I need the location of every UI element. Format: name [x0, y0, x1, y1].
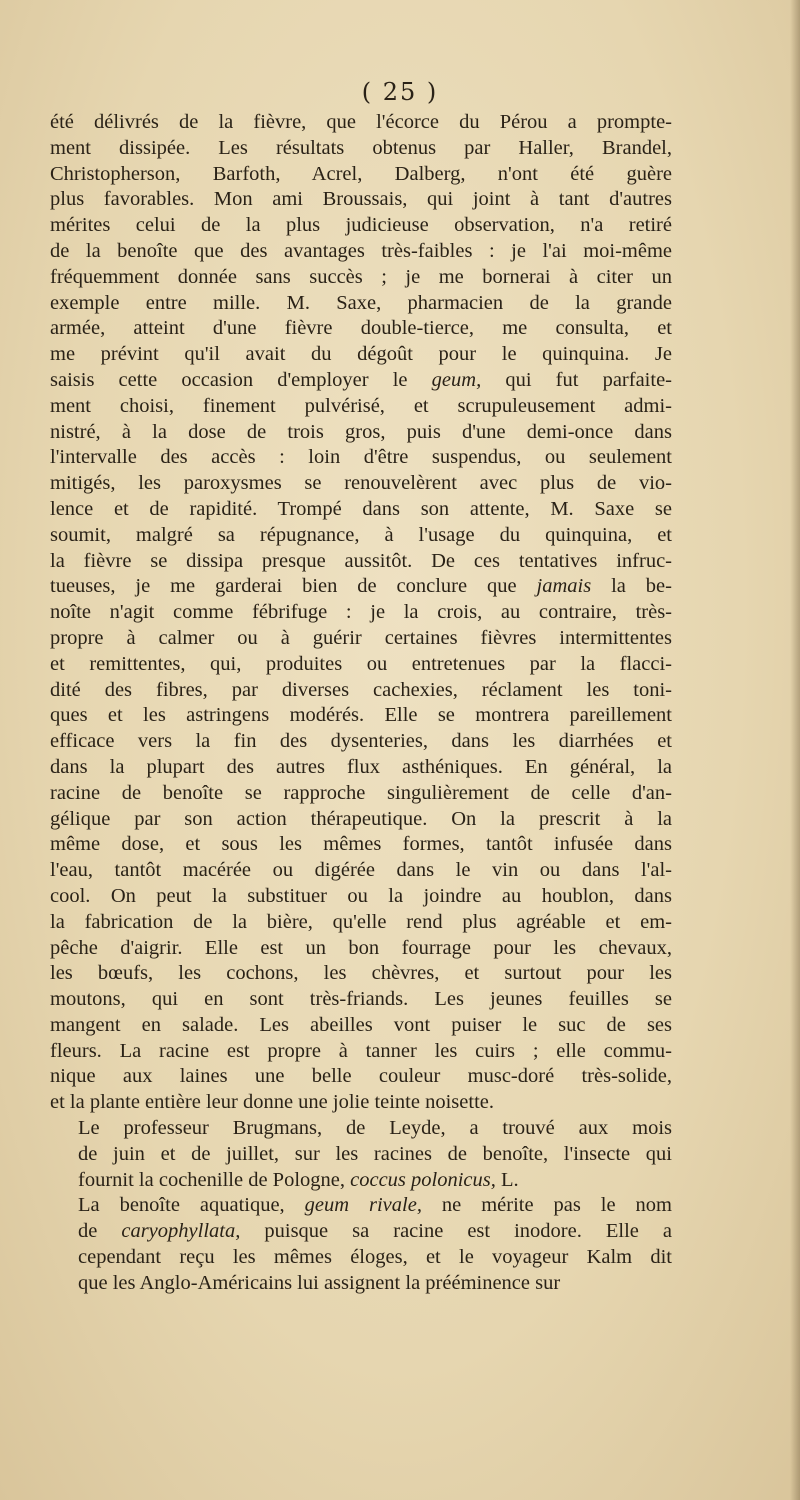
text-line: que les Anglo-Américains lui assignent la prééminence sur	[78, 1271, 561, 1294]
text-line: La benoîte aquatique, geum rivale, ne mérite pas le nom	[78, 1194, 672, 1217]
text-line: efficace vers la fin des dysenteries, dans les diarrhées et	[50, 730, 672, 753]
text-line: moutons, qui en sont très-friands. Les jeunes feuilles se	[50, 988, 672, 1011]
text-line: mitigés, les paroxysmes se renouvelèrent avec plus de vio-	[50, 472, 672, 495]
text-line: propre à calmer ou à guérir certaines fièvres intermittentes	[50, 626, 672, 649]
text-line: et remittentes, qui, produites ou entretenues par la flacci-	[50, 652, 672, 675]
text-line: et la plante entière leur donne une jolie teinte noisette.	[50, 1091, 494, 1114]
text-line: racine de benoîte se rapproche singulièrement de celle d'an-	[50, 781, 672, 804]
text-line: me prévint qu'il avait du dégoût pour le quinquina. Je	[50, 343, 672, 366]
page-number: ( 25 )	[361, 78, 439, 106]
text-line: de la benoîte que des avantages très-faibles : je l'ai moi-même	[50, 239, 672, 262]
text-line: fleurs. La racine est propre à tanner les cuirs ; elle commu-	[50, 1039, 672, 1062]
text-line: l'eau, tantôt macérée ou digérée dans le vin ou dans l'al-	[50, 859, 672, 882]
text-line: ques et les astringens modérés. Elle se montrera pareillement	[50, 704, 672, 727]
text-line: fournit la cochenille de Pologne, coccus polonicus, L.	[78, 1168, 519, 1191]
text-line: de juin et de juillet, sur les racines de benoîte, l'insecte qui	[78, 1142, 672, 1165]
paragraph	[50, 1193, 672, 1296]
text-line: mangent en salade. Les abeilles vont puiser le suc de ses	[50, 1013, 672, 1036]
text-line: mérites celui de la plus judicieuse observation, n'a retiré	[50, 214, 672, 237]
text-line: lence et de rapidité. Trompé dans son attente, M. Saxe se	[50, 497, 672, 520]
text-line: fréquemment donnée sans succès ; je me bornerai à citer un	[50, 265, 672, 288]
text-line: nistré, à la dose de trois gros, puis d'une demi-once dans	[50, 420, 672, 443]
text-line: été délivrés de la fièvre, que l'écorce du Pérou a prompte-	[50, 111, 672, 133]
page-edge-shadow	[790, 0, 800, 1500]
text-line: les bœufs, les cochons, les chèvres, et surtout pour les	[50, 962, 672, 985]
paragraph	[50, 110, 672, 1116]
text-line: ment dissipée. Les résultats obtenus par Haller, Brandel,	[50, 136, 672, 159]
text-line: cool. On peut la substituer ou la joindre au houblon, dans	[50, 884, 672, 907]
paragraph	[50, 1116, 672, 1193]
text-line: nique aux laines une belle couleur musc-doré très-solide,	[50, 1065, 672, 1088]
text-line: ment choisi, finement pulvérisé, et scrupuleusement admi-	[50, 394, 672, 417]
text-line: armée, atteint d'une fièvre double-tierce, me consulta, et	[50, 317, 672, 340]
text-line: l'intervalle des accès : loin d'être suspendus, ou seulement	[50, 446, 672, 469]
text-line: noîte n'agit comme fébrifuge : je la crois, au contraire, très-	[50, 601, 672, 624]
text-line: Christopherson, Barfoth, Acrel, Dalberg, n'ont été guère	[50, 162, 672, 185]
text-line: même dose, et sous les mêmes formes, tantôt infusée dans	[50, 833, 672, 856]
text-line: tueuses, je me garderai bien de conclure que jamais la be-	[50, 575, 672, 598]
text-line: exemple entre mille. M. Saxe, pharmacien de la grande	[50, 291, 672, 314]
text-line: soumit, malgré sa répugnance, à l'usage du quinquina, et	[50, 523, 672, 546]
text-line: plus favorables. Mon ami Broussais, qui joint à tant d'autres	[50, 188, 672, 211]
text-line: Le professeur Brugmans, de Leyde, a trouvé aux mois	[78, 1117, 672, 1140]
text-line: de caryophyllata, puisque sa racine est inodore. Elle a	[78, 1220, 672, 1243]
text-line: dité des fibres, par diverses cachexies, réclament les toni-	[50, 678, 672, 701]
text-line: la fabrication de la bière, qu'elle rend plus agréable et em-	[50, 910, 672, 933]
text-line: dans la plupart des autres flux asthéniques. En général, la	[50, 755, 672, 778]
text-line: cependant reçu les mêmes éloges, et le voyageur Kalm dit	[78, 1246, 672, 1269]
text-line: la fièvre se dissipa presque aussitôt. De ces tentatives infruc-	[50, 549, 672, 572]
text-line: gélique par son action thérapeutique. On la prescrit à la	[50, 807, 672, 830]
body-text	[50, 110, 672, 1297]
text-line: saisis cette occasion d'employer le geum, qui fut parfaite-	[50, 368, 672, 391]
text-line: pêche d'aigrir. Elle est un bon fourrage pour les chevaux,	[50, 936, 672, 959]
